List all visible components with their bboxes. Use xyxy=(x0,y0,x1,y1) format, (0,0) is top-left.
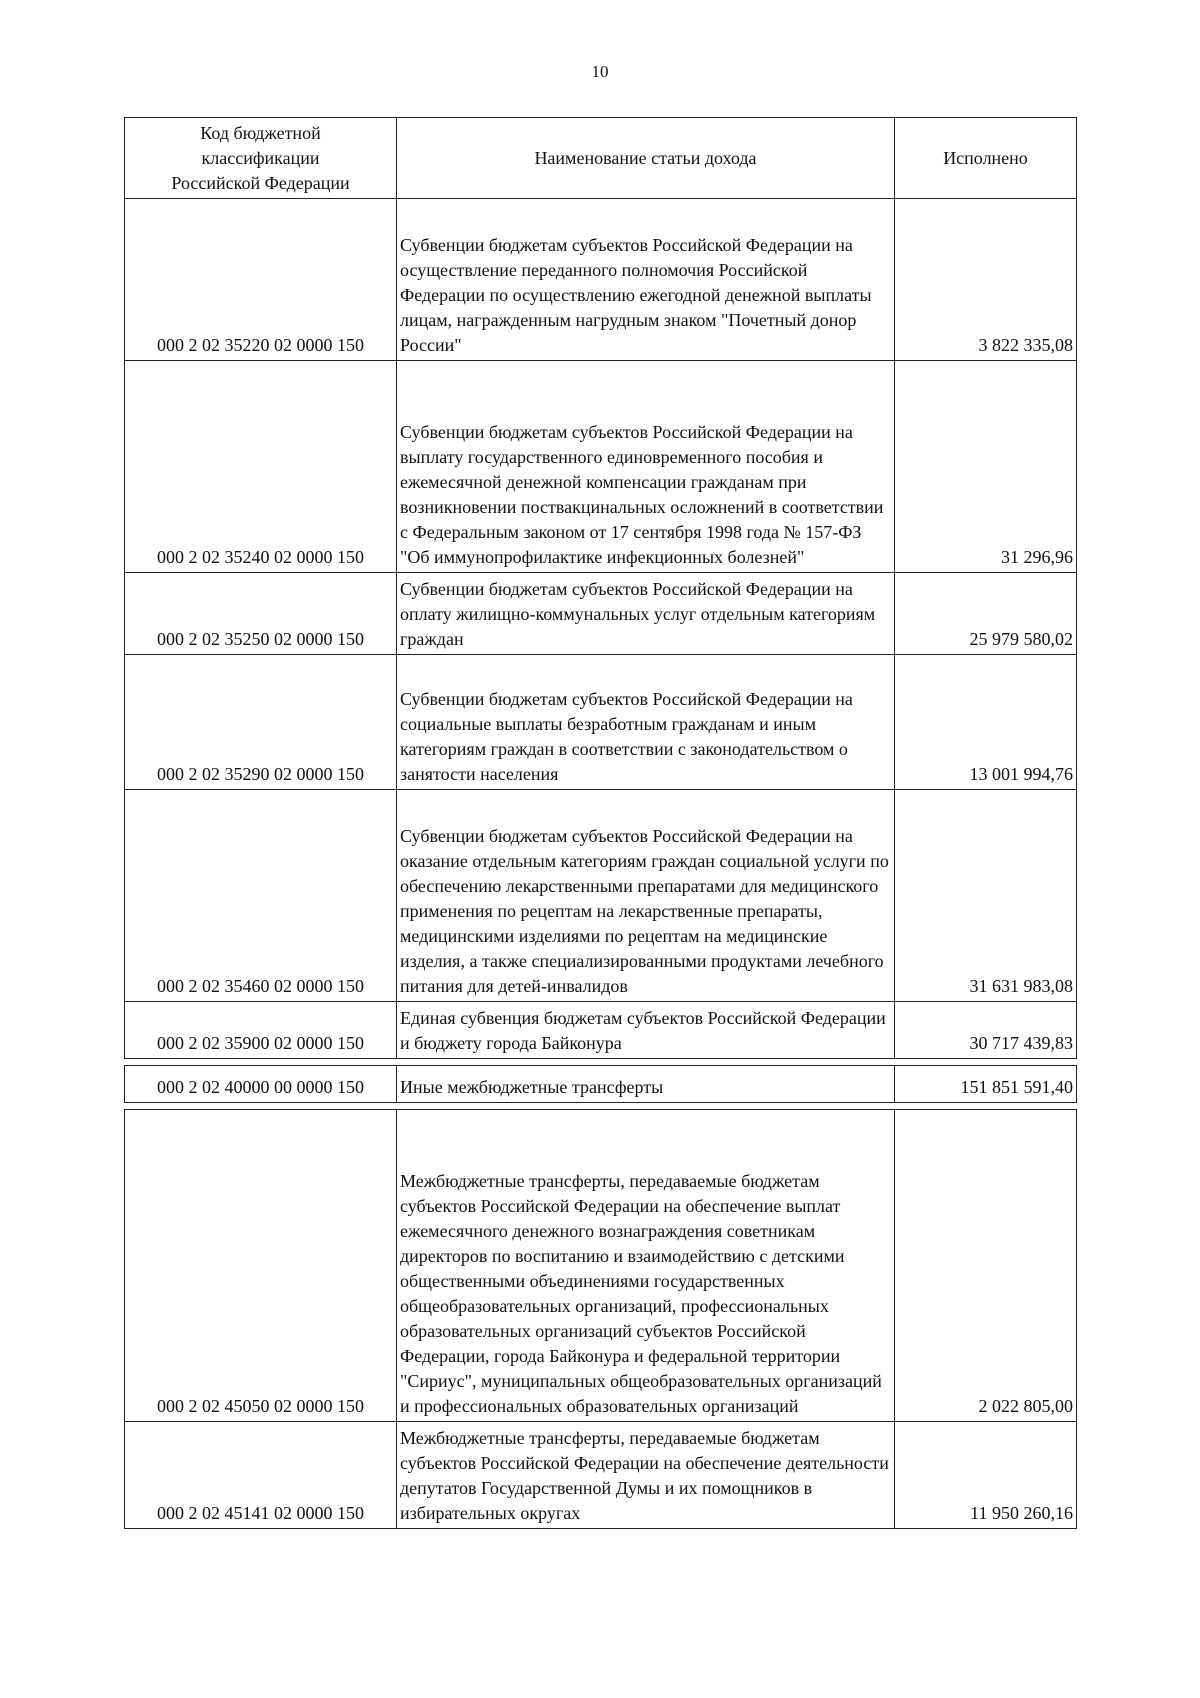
table-row xyxy=(125,1422,1077,1529)
row-name: Субвенции бюджетам субъектов Российской Федерации на осуществление переданного полномочия Российской Федерации по осуществлению ежегодной денежной выплаты лицам, награжденным нагрудным знаком "Почетный донор России" xyxy=(397,199,895,361)
row-code: 000 2 02 35240 02 0000 150 xyxy=(125,361,397,573)
page-number: 10 xyxy=(591,62,609,81)
table-row xyxy=(125,199,1077,361)
table-row xyxy=(125,1066,1077,1103)
row-name: Межбюджетные трансферты, передаваемые бюджетам субъектов Российской Федерации на обеспечение деятельности депутатов Государственной Думы и их помощников в избирательных округах xyxy=(397,1422,895,1529)
row-code: 000 2 02 40000 00 0000 150 xyxy=(125,1066,397,1103)
row-amount: 31 631 983,08 xyxy=(895,790,1077,1002)
row-code: 000 2 02 35290 02 0000 150 xyxy=(125,655,397,790)
table-row xyxy=(125,573,1077,655)
row-code: 000 2 02 45050 02 0000 150 xyxy=(125,1110,397,1422)
row-name: Субвенции бюджетам субъектов Российской Федерации на оказание отдельным категориям граждан социальной услуги по обеспечению лекарственными препаратами для медицинского применения по рецептам на лекарственные препараты, медицинскими изделиями по рецептам на медицинские изделия, а также специализированными продуктами лечебного питания для детей-инвалидов xyxy=(397,790,895,1002)
row-amount: 151 851 591,40 xyxy=(895,1066,1077,1103)
row-code: 000 2 02 35900 02 0000 150 xyxy=(125,1002,397,1059)
row-amount: 13 001 994,76 xyxy=(895,655,1077,790)
row-amount: 25 979 580,02 xyxy=(895,573,1077,655)
row-name: Иные межбюджетные трансферты xyxy=(397,1066,895,1103)
header-code: Код бюджетной классификации Российской Федерации xyxy=(125,118,397,199)
row-name: Межбюджетные трансферты, передаваемые бюджетам субъектов Российской Федерации на обеспечение выплат ежемесячного денежного вознаграждения советникам директоров по воспитанию и взаимодействию с детскими общественными объединениями государственных общеобразовательных организаций, профессиональных образовательных организаций субъектов Российской Федерации, города Байконура и федеральной территории "Сириус", муниципальных общеобразовательных организаций и профессиональных образовательных организаций xyxy=(397,1110,895,1422)
row-name: Субвенции бюджетам субъектов Российской Федерации на оплату жилищно-коммунальных услуг отдельным категориям граждан xyxy=(397,573,895,655)
table-row xyxy=(125,361,1077,573)
table-row xyxy=(125,1002,1077,1059)
header-name: Наименование статьи дохода xyxy=(397,118,895,199)
row-code: 000 2 02 45141 02 0000 150 xyxy=(125,1422,397,1529)
table-row xyxy=(125,655,1077,790)
row-amount: 3 822 335,08 xyxy=(895,199,1077,361)
row-amount: 2 022 805,00 xyxy=(895,1110,1077,1422)
header-amount: Исполнено xyxy=(895,118,1077,199)
row-code: 000 2 02 35220 02 0000 150 xyxy=(125,199,397,361)
table-row xyxy=(125,790,1077,1002)
row-name: Субвенции бюджетам субъектов Российской Федерации на социальные выплаты безработным гражданам и иным категориям граждан в соответствии с законодательством о занятости населения xyxy=(397,655,895,790)
row-code: 000 2 02 35460 02 0000 150 xyxy=(125,790,397,1002)
table-header-row xyxy=(125,118,1077,199)
row-name: Субвенции бюджетам субъектов Российской Федерации на выплату государственного единовременного пособия и ежемесячной денежной компенсации гражданам при возникновении поствакцинальных осложнений в соответствии с Федеральным законом от 17 сентября 1998 года № 157-ФЗ "Об иммунопрофилактике инфекционных болезней" xyxy=(397,361,895,573)
row-amount: 30 717 439,83 xyxy=(895,1002,1077,1059)
row-separator xyxy=(125,1059,1077,1066)
row-separator xyxy=(125,1103,1077,1110)
table-row xyxy=(125,1110,1077,1422)
row-amount: 31 296,96 xyxy=(895,361,1077,573)
revenue-table xyxy=(124,117,1077,1529)
row-code: 000 2 02 35250 02 0000 150 xyxy=(125,573,397,655)
row-amount: 11 950 260,16 xyxy=(895,1422,1077,1529)
row-name: Единая субвенция бюджетам субъектов Российской Федерации и бюджету города Байконура xyxy=(397,1002,895,1059)
